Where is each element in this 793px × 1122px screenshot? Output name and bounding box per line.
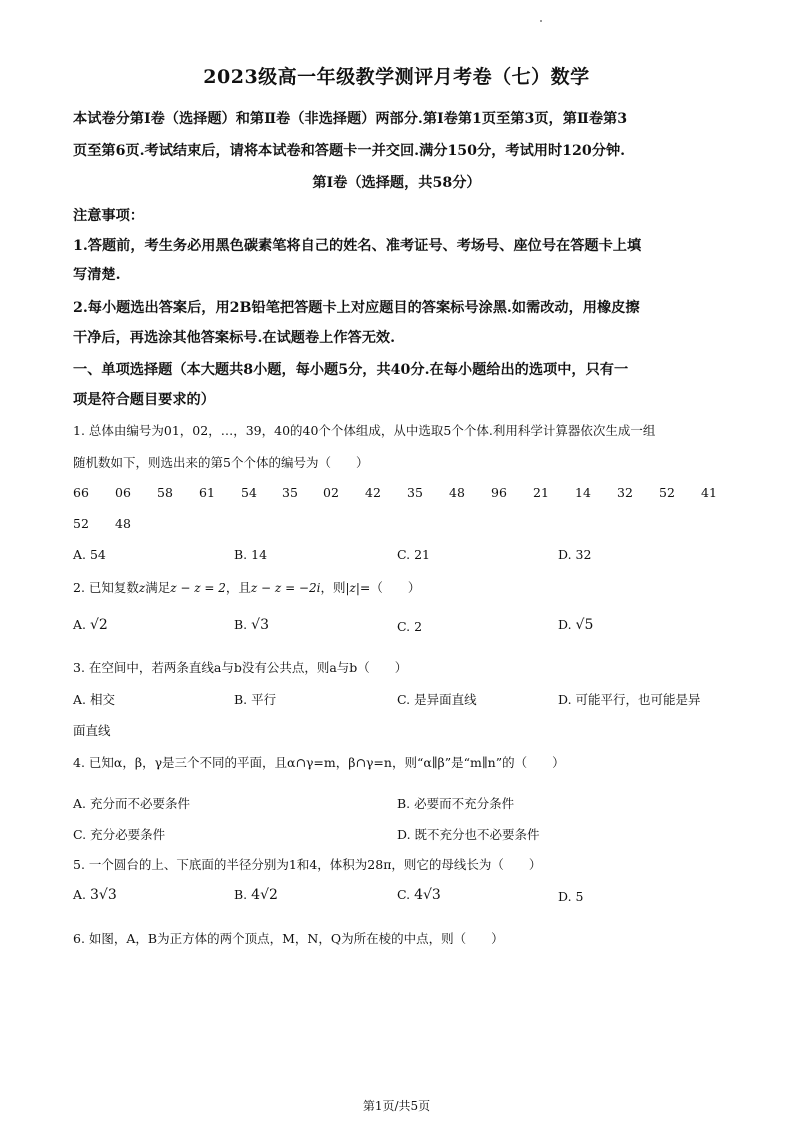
notice-heading: 注意事项： <box>73 208 144 224</box>
option-label: B. <box>234 887 248 902</box>
q1-stem-line-2: 随机数如下，则选出来的第5个个体的编号为（ ） <box>73 455 369 470</box>
option-value: √5 <box>575 617 594 633</box>
q2-equation-1: z − z = 2 <box>170 581 226 595</box>
q2-stem-mid-1: 满足 <box>145 580 171 595</box>
random-number: 96 <box>491 485 507 500</box>
random-number: 61 <box>199 485 215 500</box>
option-value: √2 <box>90 617 108 633</box>
random-number: 35 <box>407 485 423 500</box>
random-number: 42 <box>365 485 381 500</box>
q5-option-a <box>73 887 117 903</box>
q3-option-d: D. 可能平行，也可能是异 <box>558 692 701 707</box>
q2-option-d <box>558 617 593 633</box>
random-number: 54 <box>241 485 257 500</box>
random-number: 35 <box>282 485 298 500</box>
q3-option-d-continued: 面直线 <box>73 723 111 738</box>
q4-option-c: C. 充分必要条件 <box>73 827 166 842</box>
option-label: A. <box>73 617 87 632</box>
q4-stem: 4. 已知α，β，γ是三个不同的平面，且α∩γ=m，β∩γ=n，则“α∥β”是“m∥n”的（ ） <box>73 755 565 770</box>
option-value: 3√3 <box>90 887 117 903</box>
option-value: √3 <box>251 617 269 633</box>
q1-option-d: D. 32 <box>558 547 592 562</box>
random-number: 06 <box>115 485 131 500</box>
q2-modulus: |z| <box>345 581 360 595</box>
page-footer: 第1页/共5页 <box>362 1099 431 1113</box>
notice-item-1-line-1: 1.答题前，考生务必用黑色碳素笔将自己的姓名、准考证号、考场号、座位号在答题卡上填 <box>73 238 642 254</box>
q3-option-b: B. 平行 <box>234 692 277 707</box>
q2-option-c: C. 2 <box>397 619 423 634</box>
notice-item-2-line-2: 干净后，再选涂其他答案标号.在试题卷上作答无效. <box>73 330 396 346</box>
q4-option-a: A. 充分而不必要条件 <box>73 796 190 811</box>
q1-stem-line-1: 1. 总体由编号为01，02，…，39，40的40个个体组成，从中选取5个个体.利用科学计算器依次生成一组 <box>73 423 656 438</box>
intro-line-2: 页至第6页.考试结束后，请将本试卷和答题卡一并交回.满分150分，考试用时120分钟. <box>73 143 626 159</box>
q3-option-c: C. 是异面直线 <box>397 692 477 707</box>
q1-option-b: B. 14 <box>234 547 268 562</box>
q5-option-c <box>397 887 441 903</box>
random-number: 32 <box>617 485 633 500</box>
q2-var-z: z <box>138 581 146 595</box>
random-number: 52 <box>73 516 89 531</box>
q5-stem: 5. 一个圆台的上、下底面的半径分别为1和4，体积为28π，则它的母线长为（ ） <box>73 857 542 872</box>
q2-option-a <box>73 617 108 633</box>
notice-item-2-line-1: 2.每小题选出答案后，用2B铅笔把答题卡上对应题目的答案标号涂黑.如需改动，用橡皮擦 <box>73 300 640 316</box>
q1-option-c: C. 21 <box>397 547 430 562</box>
part1-heading-line-2: 项是符合题目要求的） <box>73 392 215 408</box>
random-number: 48 <box>115 516 131 531</box>
q4-option-d: D. 既不充分也不必要条件 <box>397 827 540 842</box>
q2-stem-post: =（ ） <box>359 580 421 595</box>
q2-stem-mid-2: ，且 <box>225 580 251 595</box>
q3-stem: 3. 在空间中，若两条直线a与b没有公共点，则a与b（ ） <box>73 660 408 675</box>
random-number: 41 <box>701 485 717 500</box>
random-number: 52 <box>659 485 675 500</box>
option-value: 4√2 <box>251 887 278 903</box>
notice-item-1-line-2: 写清楚. <box>73 267 121 283</box>
q2-stem <box>73 578 420 596</box>
random-number: 48 <box>449 485 465 500</box>
q4-option-b: B. 必要而不充分条件 <box>397 796 515 811</box>
option-label: D. <box>558 617 572 632</box>
q1-option-a: A. 54 <box>73 547 106 562</box>
option-label: A. <box>73 887 87 902</box>
q5-option-d: D. 5 <box>558 889 584 904</box>
scan-speck <box>540 20 542 22</box>
random-number: 14 <box>575 485 591 500</box>
q5-option-b <box>234 887 278 903</box>
q3-option-a: A. 相交 <box>73 692 115 707</box>
q2-stem-mid-3: ，则 <box>320 580 346 595</box>
random-number: 66 <box>73 485 89 500</box>
q2-option-b <box>234 617 269 633</box>
option-label: C. <box>397 887 411 902</box>
q2-equation-2: z − z = −2i <box>250 581 321 595</box>
random-number: 58 <box>157 485 173 500</box>
q6-stem: 6. 如图，A，B为正方体的两个顶点，M，N，Q为所在棱的中点，则（ ） <box>73 931 504 946</box>
page-title: 2023级高一年级教学测评月考卷（七）数学 <box>203 66 590 88</box>
q2-stem-pre: 2. 已知复数 <box>73 580 139 595</box>
intro-line-1: 本试卷分第Ⅰ卷（选择题）和第Ⅱ卷（非选择题）两部分.第Ⅰ卷第1页至第3页，第Ⅱ卷第3 <box>73 111 628 127</box>
random-number: 02 <box>323 485 339 500</box>
option-label: B. <box>234 617 248 632</box>
section-title: 第Ⅰ卷（选择题，共58分） <box>312 175 481 191</box>
part1-heading-line-1: 一、单项选择题（本大题共8小题，每小题5分，共40分.在每小题给出的选项中，只有一 <box>73 362 629 378</box>
option-value: 4√3 <box>414 887 441 903</box>
random-number: 21 <box>533 485 549 500</box>
